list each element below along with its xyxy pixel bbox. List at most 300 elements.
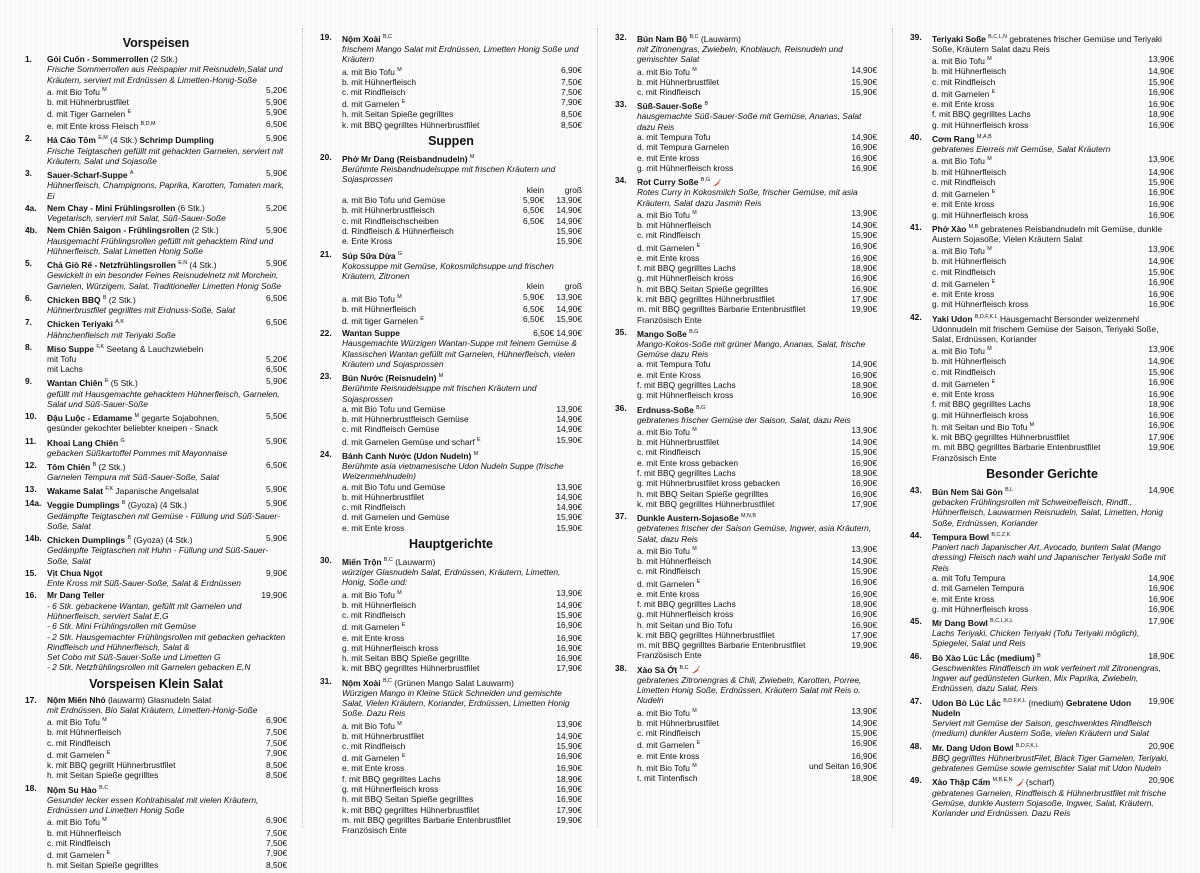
variant-label-group bbox=[637, 609, 839, 619]
variant-price: 8,50€ bbox=[266, 860, 287, 871]
variant-price: 8,50€ bbox=[266, 770, 287, 781]
variant-row bbox=[320, 502, 582, 512]
item-number: 4b. bbox=[25, 225, 38, 236]
menu-item-header bbox=[25, 342, 287, 354]
allergen-codes: E bbox=[127, 109, 132, 116]
variant-price: 16,90€ bbox=[1148, 289, 1174, 299]
variant-label-group bbox=[932, 344, 1136, 356]
variant-label-group bbox=[932, 573, 1136, 583]
item-note: (scharf) bbox=[1025, 777, 1055, 788]
allergen-codes: E bbox=[696, 242, 701, 249]
variant-label: b. mit Hühnerfleisch bbox=[342, 303, 417, 314]
variant-price: 7,50€ bbox=[266, 727, 287, 738]
variant-row bbox=[910, 377, 1174, 389]
variant-label-group bbox=[342, 109, 544, 119]
variant-price-large: 13,90€ bbox=[556, 195, 582, 206]
item-number: 3. bbox=[25, 168, 32, 179]
variant-label-group bbox=[342, 643, 544, 653]
item-number: 21. bbox=[320, 248, 332, 259]
variant-label: c. mit Rindfleisch bbox=[342, 741, 406, 752]
variant-row bbox=[320, 97, 582, 109]
menu-item-header bbox=[910, 696, 1174, 718]
variant-label: k. mit BBQ gegrilltes Hühnerbrustfilet bbox=[342, 663, 480, 674]
variant-label-group bbox=[342, 216, 506, 226]
variant-label-group bbox=[342, 236, 506, 246]
variant-row bbox=[910, 420, 1174, 432]
variant-price: 16,90€ bbox=[556, 653, 582, 664]
variant-price: 6,50€ bbox=[266, 119, 287, 130]
item-title-group bbox=[47, 258, 249, 270]
item-note: (6 Stk.) bbox=[177, 202, 205, 213]
menu-item-header bbox=[320, 32, 582, 44]
variant-price: 18,90€ bbox=[1148, 399, 1174, 410]
variant-label: h. mit BBQ Seitan Spieße gegrilltes bbox=[637, 283, 769, 294]
menu-item bbox=[25, 225, 287, 256]
item-number: 40. bbox=[910, 132, 922, 143]
variant-label: g. mit Hühnerfleisch kross bbox=[932, 119, 1029, 130]
item-price: 18,90€ bbox=[1148, 650, 1174, 661]
item-detail-line: - 2 Stk. Hausgemachter Frühlingsrollen mit gebacken gehackten Rindfleisch und Hühnerfleisch, Salat & bbox=[47, 631, 286, 652]
variant-row bbox=[910, 289, 1174, 299]
variant-price-small bbox=[506, 226, 544, 236]
menu-item-header bbox=[910, 312, 1174, 345]
variant-row bbox=[910, 299, 1174, 309]
allergen-codes: M bbox=[1029, 421, 1035, 428]
item-title-group bbox=[47, 590, 249, 600]
variant-row bbox=[320, 600, 582, 610]
variant-price: 16,90€ bbox=[1148, 603, 1174, 614]
variant-price: 16,90€ bbox=[851, 162, 877, 173]
item-title-group bbox=[47, 317, 249, 329]
item-title: Nem Chay - Mini Frühlingsrollen bbox=[47, 202, 176, 213]
variant-label: c. mit Rindfleisch bbox=[342, 610, 406, 621]
variant-price: und Seitan 16,90€ bbox=[809, 760, 877, 771]
variant-row bbox=[615, 640, 877, 661]
variant-row bbox=[320, 216, 582, 226]
item-title: Erdnuss-Soße bbox=[637, 404, 694, 415]
variant-price: 16,90€ bbox=[1148, 119, 1174, 130]
variant-price-large: 15,90€ bbox=[556, 313, 582, 324]
variant-label-group bbox=[637, 751, 839, 761]
item-price: 20,90€ bbox=[1148, 775, 1174, 786]
variant-price: 14,90€ bbox=[851, 132, 877, 143]
variant-row bbox=[320, 424, 582, 434]
variant-label: a. mit Bio Tofu bbox=[342, 293, 395, 304]
variant-label: e. mit Ente kross bbox=[932, 289, 995, 299]
allergen-codes: M bbox=[987, 346, 992, 353]
variant-price: 15,90€ bbox=[851, 87, 877, 98]
variant-price: 5,20€ bbox=[266, 84, 287, 95]
item-note: (2 Stk.) bbox=[191, 225, 219, 236]
menu-item-header bbox=[25, 168, 287, 180]
variant-price: 14,90€ bbox=[851, 64, 877, 75]
item-title: Veggie Dumplings bbox=[47, 500, 120, 511]
item-number: 36. bbox=[615, 402, 627, 413]
item-note: (Gyoza) (4 Stk.) bbox=[133, 534, 193, 545]
menu-item-header bbox=[615, 32, 877, 44]
variant-label-group bbox=[637, 284, 839, 294]
variant-price: 15,90€ bbox=[556, 522, 582, 533]
menu-item bbox=[910, 775, 1174, 818]
menu-item-header bbox=[25, 568, 287, 578]
variant-label-group bbox=[932, 410, 1136, 420]
variant-row bbox=[910, 87, 1174, 99]
variant-price: 16,90€ bbox=[851, 142, 877, 153]
allergen-codes: B,C bbox=[679, 664, 689, 671]
variant-label-group bbox=[47, 848, 249, 860]
variant-label: c. mit Rindfleisch bbox=[932, 76, 996, 87]
variant-row bbox=[320, 304, 582, 314]
variant-label: m. mit BBQ gegrilltes Barbarie Entenbrustfilet Französisch Ente bbox=[637, 640, 806, 661]
variant-label: a. mit Bio Tofu bbox=[932, 246, 985, 257]
menu-item-header bbox=[910, 132, 1174, 144]
variant-label: e. mit Ente kross bbox=[932, 593, 995, 604]
variant-row bbox=[320, 751, 582, 763]
variant-price: 15,90€ bbox=[851, 447, 877, 458]
item-price: 5,90€ bbox=[266, 533, 287, 544]
item-number: 23. bbox=[320, 371, 332, 382]
variant-row bbox=[320, 404, 582, 414]
variant-label-group bbox=[932, 432, 1136, 442]
variant-label: h. mit Seitan Spieße gegrilltes bbox=[342, 109, 454, 120]
variant-label: e. mit Ente kross bbox=[932, 99, 995, 110]
variant-price: 7,50€ bbox=[561, 87, 582, 98]
allergen-codes: M bbox=[987, 246, 992, 253]
allergen-codes: B bbox=[704, 101, 709, 108]
variant-label: d. mit Tiger Garnelen bbox=[47, 109, 126, 120]
variant-row bbox=[320, 314, 582, 326]
variant-price: 15,90€ bbox=[556, 741, 582, 752]
item-price: 5,90€ bbox=[266, 258, 287, 269]
variant-label: e. mit Ente kross Fleisch bbox=[47, 121, 139, 132]
variant-price: 13,90€ bbox=[556, 718, 582, 729]
variant-row bbox=[25, 770, 287, 780]
variant-label: k. mit BBQ gegrilltes Hühnerbrustfilet bbox=[637, 629, 775, 640]
item-detail-line: - 2 Stk. Netzfrühlingsrollen mit Garnelen gebacken E,N bbox=[47, 662, 251, 673]
item-description: würziger Glasnudeln Salat, Erdnüssen, Kräutern, Limetten, Honig, Soße und: bbox=[342, 567, 561, 588]
variant-label: a. mit Bio Tofu bbox=[47, 86, 100, 97]
variant-label: a. mit Tempura Tofu bbox=[637, 132, 711, 143]
variant-row bbox=[615, 773, 877, 783]
variant-label-group bbox=[932, 420, 1136, 432]
item-title: Bún Nem Sài Gòn bbox=[932, 486, 1003, 497]
item-description: Berühmte Reisnudelsuppe mit frischen Kräutern und Sojasprossen bbox=[342, 383, 537, 404]
variant-row bbox=[615, 718, 877, 728]
item-price: 5,50€ bbox=[266, 411, 287, 422]
variant-label-group bbox=[342, 404, 544, 414]
variant-price: 14,90€ bbox=[851, 359, 877, 370]
item-price: 5,20€ bbox=[266, 202, 287, 213]
variant-label: e. mit Ente kross bbox=[342, 632, 405, 643]
item-detail-line: - 6 Stk. gebackene Wantan, gefüllt mit Garnelen und Hühnerfleisch, serviert Salat E,G bbox=[47, 600, 242, 621]
section-title: Besonder Gerichte bbox=[986, 466, 1098, 481]
item-title: Bò Xào Lúc Lắc (medium) bbox=[932, 652, 1035, 663]
menu-item-header bbox=[320, 152, 582, 164]
menu-item bbox=[910, 312, 1174, 463]
variant-row bbox=[320, 794, 582, 804]
variant-price: 7,90€ bbox=[266, 748, 287, 759]
menu-item-header bbox=[320, 676, 582, 688]
allergen-codes: B,C bbox=[689, 34, 699, 40]
allergen-codes: B,C bbox=[382, 677, 392, 684]
variant-row bbox=[25, 748, 287, 760]
variant-price: 16,90€ bbox=[556, 751, 582, 762]
variant-row bbox=[25, 760, 287, 770]
variant-label-group bbox=[932, 604, 1136, 614]
variant-label-group bbox=[637, 706, 839, 718]
variant-label: e. mit Ente kross bbox=[637, 252, 700, 263]
variant-label: c. mit Rindfleisch bbox=[637, 728, 701, 739]
menu-item bbox=[615, 32, 877, 97]
variant-label-group bbox=[342, 620, 544, 632]
variant-price: 18,90€ bbox=[851, 263, 877, 274]
allergen-codes: E bbox=[991, 378, 996, 385]
size-label-gross: groß bbox=[564, 184, 582, 195]
item-number: 32. bbox=[615, 32, 627, 42]
variant-label-group bbox=[637, 220, 839, 230]
allergen-codes: E bbox=[991, 189, 996, 196]
variant-label: d. mit Garnelen bbox=[47, 849, 105, 860]
menu-item bbox=[25, 590, 287, 672]
variant-price-small: 6,50€ bbox=[523, 205, 544, 216]
variant-label-group bbox=[932, 299, 1136, 309]
item-title-group bbox=[47, 293, 249, 305]
item-title-group bbox=[637, 327, 877, 339]
menu-item bbox=[910, 696, 1174, 739]
menu-item bbox=[320, 328, 582, 369]
item-price: 5,90€ bbox=[266, 376, 287, 387]
variant-label: k. mit BBQ gegrilltes Hühnerbrustfilet bbox=[637, 498, 775, 509]
allergen-codes: B,D,M bbox=[140, 121, 156, 128]
item-number: 14b. bbox=[25, 533, 42, 544]
variant-price: 7,50€ bbox=[266, 827, 287, 838]
item-title-group bbox=[47, 411, 249, 433]
variant-row bbox=[910, 54, 1174, 66]
variant-row bbox=[910, 109, 1174, 119]
menu-item-header bbox=[615, 663, 877, 675]
variant-price: 6,90€ bbox=[266, 815, 287, 826]
allergen-codes: E bbox=[401, 622, 406, 629]
variant-label-group bbox=[342, 424, 544, 434]
variant-label: h. mit Seitan Spieße gegrilltes bbox=[47, 770, 159, 781]
item-description: gebratenes Eierreis mit Gemüse, Salat Kräutern bbox=[932, 144, 1111, 155]
variant-label-group bbox=[342, 610, 544, 620]
item-title-group bbox=[637, 175, 877, 187]
item-note: (lauwarm) Glasnudeln Salat bbox=[107, 694, 212, 705]
variant-label: g. mit Hühnerfleisch kross bbox=[342, 784, 439, 795]
allergen-codes: B,G bbox=[696, 404, 706, 411]
item-title-group bbox=[342, 555, 582, 567]
item-title-group bbox=[637, 663, 877, 675]
variant-label: e. mit Ente kross bbox=[637, 588, 700, 599]
item-price: 19,90€ bbox=[261, 590, 287, 601]
menu-item bbox=[25, 376, 287, 409]
menu-item-header bbox=[615, 403, 877, 415]
allergen-codes: B,D,F,K,L bbox=[1003, 697, 1026, 704]
variant-row bbox=[615, 65, 877, 77]
item-number: 48. bbox=[910, 740, 922, 751]
allergen-codes: G bbox=[120, 437, 125, 444]
variant-price: 14,90€ bbox=[1148, 572, 1174, 583]
item-note: (Grünen Mango Salat Lauwarm) bbox=[394, 677, 514, 688]
item-number: 34. bbox=[615, 175, 627, 186]
item-description: Vegetarisch, serviert mit Salat, Süß-Sauer-Soße bbox=[47, 213, 226, 224]
item-title: Súp Sữa Dừa bbox=[342, 250, 396, 261]
item-number: 24. bbox=[320, 448, 332, 459]
menu-item bbox=[25, 498, 287, 531]
variant-label: a. mit Bio Tofu bbox=[47, 717, 100, 728]
variant-price: 14,90€ bbox=[556, 414, 582, 425]
variant-label-group bbox=[637, 738, 839, 750]
variant-price: 16,90€ bbox=[556, 642, 582, 653]
menu-item bbox=[615, 663, 877, 783]
chili-icon bbox=[691, 666, 700, 674]
variant-price: 16,90€ bbox=[851, 283, 877, 294]
variant-label-group bbox=[932, 399, 1136, 409]
item-description: Mango-Kokos-Soße mit grüner Mango, Ananas, Salat, frische Gemüse dazu Reis bbox=[637, 338, 866, 360]
variant-row bbox=[25, 815, 287, 827]
menu-item bbox=[25, 411, 287, 433]
menu-item bbox=[615, 175, 877, 325]
menu-item-header bbox=[25, 376, 287, 388]
variant-row bbox=[910, 442, 1174, 463]
item-description: gebratenes Zitronengras & Chili, Zwiebeln, Karotten, Porree, Limetten Honig Soße, Erdnüssen, Kräutern Salat mit Reis o. Nudeln bbox=[637, 674, 862, 706]
chili-icon bbox=[1015, 779, 1024, 787]
variant-label-group bbox=[342, 523, 544, 533]
variant-price: 15,90€ bbox=[556, 610, 582, 621]
size-header bbox=[320, 281, 582, 291]
menu-item bbox=[25, 568, 287, 589]
menu-item bbox=[615, 511, 877, 661]
allergen-codes: M bbox=[473, 450, 479, 457]
menu-column-2 bbox=[320, 32, 582, 838]
item-title-group bbox=[47, 133, 249, 145]
variant-price: 13,90€ bbox=[851, 425, 877, 436]
item-title-group bbox=[342, 32, 582, 44]
variant-price: 16,90€ bbox=[556, 632, 582, 643]
variant-label-group bbox=[342, 719, 544, 731]
item-number: 44. bbox=[910, 529, 922, 540]
menu-item bbox=[910, 32, 1174, 130]
variant-label-group bbox=[342, 482, 544, 492]
item-description: Ente Kross mit Süß-Sauer-Soße, Salat & Erdnüssen bbox=[47, 578, 241, 589]
menu-item-header bbox=[910, 222, 1174, 244]
variant-row bbox=[615, 284, 877, 294]
variant-row bbox=[615, 489, 877, 499]
variant-price: 13,90€ bbox=[1148, 244, 1174, 255]
variant-label: g. mit Hühnerfleisch kross bbox=[932, 209, 1029, 220]
menu-item-header bbox=[320, 371, 582, 383]
variant-row bbox=[320, 226, 582, 236]
menu-item-header bbox=[25, 293, 287, 305]
variant-label: c. mit Rindfleisch bbox=[637, 566, 701, 577]
variant-row bbox=[320, 195, 582, 205]
menu-item-header bbox=[615, 99, 877, 111]
variant-row bbox=[615, 761, 877, 773]
item-number: 13. bbox=[25, 484, 37, 495]
variant-price: 13,90€ bbox=[1148, 344, 1174, 355]
variant-label: g. mit Hühnerfleisch kross bbox=[637, 390, 734, 401]
item-number: 10. bbox=[25, 411, 37, 422]
item-number: 8. bbox=[25, 341, 32, 352]
variant-row bbox=[615, 253, 877, 263]
variant-price: 13,90€ bbox=[851, 543, 877, 554]
item-number: 38. bbox=[615, 662, 627, 673]
allergen-codes: A,K bbox=[115, 319, 124, 326]
variant-label-group bbox=[932, 66, 1136, 76]
variant-label: a. mit Bio Tofu bbox=[637, 66, 690, 77]
variant-price: 15,90€ bbox=[851, 728, 877, 739]
variant-price: 7,90€ bbox=[561, 97, 582, 108]
variant-label: d. mit Garnelen bbox=[637, 578, 695, 589]
variant-price: 16,90€ bbox=[851, 252, 877, 263]
variant-row bbox=[320, 633, 582, 643]
allergen-codes: B,C bbox=[99, 784, 109, 791]
menu-item bbox=[25, 342, 287, 375]
menu-item-header bbox=[320, 449, 582, 461]
item-title: Miến Trộn bbox=[342, 556, 382, 567]
allergen-codes: E bbox=[401, 753, 406, 760]
menu-column-4 bbox=[910, 32, 1174, 820]
variant-row bbox=[910, 244, 1174, 256]
allergen-codes: A bbox=[129, 170, 134, 177]
menu-item-header bbox=[320, 328, 582, 338]
variant-price-small: 5,90€ bbox=[523, 291, 544, 302]
item-title-group bbox=[47, 342, 287, 354]
variant-price-large: 14,90€ bbox=[556, 215, 582, 226]
allergen-codes: E bbox=[991, 89, 996, 96]
allergen-codes: B bbox=[92, 461, 97, 468]
variant-label-group bbox=[637, 620, 839, 630]
variant-label: d. mit Garnelen bbox=[637, 242, 695, 253]
variant-price: 14,90€ bbox=[851, 220, 877, 231]
variant-label: c. mit Rindfleisch bbox=[47, 837, 111, 848]
variant-row bbox=[615, 620, 877, 630]
item-title-group bbox=[47, 568, 249, 578]
item-title-group bbox=[932, 485, 1136, 497]
variant-label-group bbox=[637, 630, 839, 640]
variant-label-group bbox=[637, 728, 839, 738]
item-number: 42. bbox=[910, 311, 922, 322]
variant-label: a. mit Bio Tofu bbox=[637, 426, 690, 437]
variant-label-group bbox=[342, 492, 544, 502]
variant-row bbox=[910, 367, 1174, 377]
variant-price: 16,90€ bbox=[851, 369, 877, 380]
allergen-codes: B bbox=[1037, 652, 1041, 659]
allergen-codes: M,A,B bbox=[977, 134, 992, 141]
allergen-codes: B,G bbox=[689, 328, 699, 335]
variant-label: a. mit Bio Tofu bbox=[932, 346, 985, 357]
variant-label: g. mit Hühnerfleisch kross bbox=[342, 642, 439, 653]
variant-price: 16,90€ bbox=[851, 738, 877, 749]
variant-label: mit Tofu bbox=[47, 353, 77, 364]
menu-item-header bbox=[615, 327, 877, 339]
variant-label-group bbox=[637, 544, 839, 556]
variant-row bbox=[320, 805, 582, 815]
variant-row bbox=[615, 706, 877, 718]
section-title: Hauptgerichte bbox=[408, 537, 494, 552]
variant-label-group bbox=[342, 226, 506, 236]
variant-price: 16,90€ bbox=[1148, 376, 1174, 387]
item-number: 35. bbox=[615, 326, 627, 337]
variant-label: g. mit Hühnerfleisch kross bbox=[637, 273, 734, 284]
item-detail-line: - 6 Stk. Mini Frühlingsrollen mit Gemüse bbox=[47, 621, 196, 632]
item-number: 39. bbox=[910, 32, 922, 42]
variant-label-group bbox=[637, 263, 839, 273]
allergen-codes: M bbox=[692, 707, 697, 714]
variant-label-group bbox=[47, 760, 249, 770]
variant-label-group bbox=[342, 731, 544, 741]
